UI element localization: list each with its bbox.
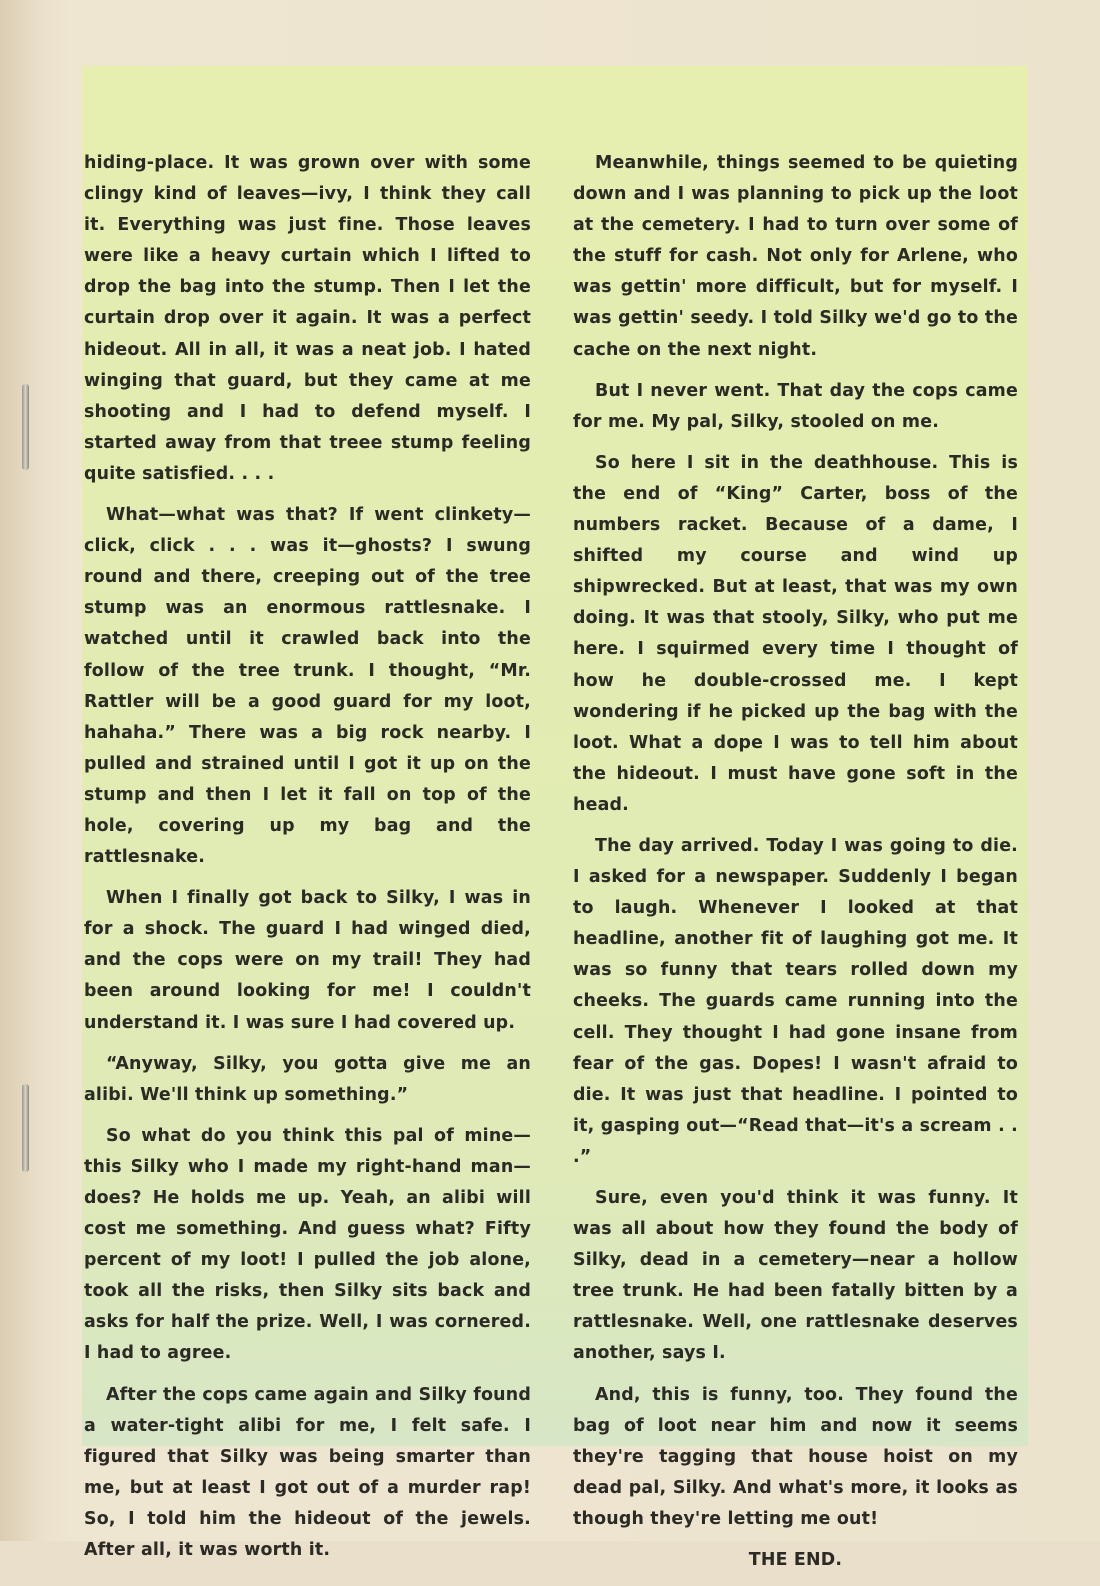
left-text-column	[84, 148, 531, 1576]
paragraph: hiding-place. It was grown over with some clingy kind of leaves—ivy, I think they call it. Everything was just fine. Those leaves were like a heavy curtain which I lifted to drop the bag into the stump. Then I let the curtain drop over it again. It was a perfect hideout. All in all, it was a neat job. I hated winging that guard, but they came at me shooting and I had to defend myself. I started away from that treee stump feeling quite satisfied. . . .	[84, 153, 531, 484]
paragraph: After the cops came again and Silky found a water-tight alibi for me, I felt safe. I figured that Silky was being smarter than me, but at least I got out of a murder rap! So, I told him the hideout of the jewels. After all, it was worth it.	[84, 1384, 531, 1561]
staple-bottom	[22, 1084, 29, 1172]
paragraph: So here I sit in the deathhouse. This is the end of “King” Carter, boss of the numbers racket. Because of a dame, I shifted my course and wind up shipwrecked. But at least, that was my own doing. It was that stooly, Silky, who put me here. I squirmed every time I thought of how he double-crossed me. I kept wondering if he picked up the bag with the loot. What a dope I was to tell him about the hideout. I must have gone soft in the head.	[573, 452, 1018, 815]
paragraph: Sure, even you'd think it was funny. It was all about how they found the body of Silky, dead in a cemetery—near a hollow tree trunk. He had been fatally bitten by a rattlesnake. Well, one rattlesnake deserves another, says I.	[573, 1188, 1018, 1364]
paragraph: What—what was that? If went clinkety—click, click . . . was it—ghosts? I swung round and there, creeping out of the tree stump was an enormous rattlesnake. I watched until it crawled back into the follow of the tree trunk. I thought, “Mr. Rattler will be a good guard for my loot, hahaha.” There was a big rock nearby. I pulled and strained until I got it up on the stump and then I let it fall on top of the hole, covering up my bag and the rattlesnake.	[84, 505, 531, 868]
paragraph: And, this is funny, too. They found the bag of loot near him and now it seems they're tagging that house hoist on my dead pal, Silky. And what's more, it looks as though they're letting me out!	[573, 1384, 1018, 1529]
the-end-label: THE END.	[748, 1550, 843, 1571]
paragraph: When I finally got back to Silky, I was in for a shock. The guard I had winged died, and the cops were on my trail! They had been around looking for me! I couldn't understand it. I was sure I had covered up.	[84, 888, 531, 1033]
paragraph: The day arrived. Today I was going to die. I asked for a newspaper. Suddenly I began to laugh. Whenever I looked at that headline, another fit of laughing got me. It was so funny that tears rolled down my cheeks. The guards came running into the cell. They thought I had gone insane from fear of the gas. Dopes! I wasn't afraid to die. It was just that headline. I pointed to it, gasping out—“Read that—it's a scream . . .”	[573, 835, 1018, 1167]
paragraph: So what do you think this pal of mine—this Silky who I made my right-hand man—does? He holds me up. Yeah, an alibi will cost me something. And guess what? Fifty percent of my loot! I pulled the job alone, took all the risks, then Silky sits back and asks for half the prize. Well, I was cornered. I had to agree.	[84, 1125, 531, 1364]
paragraph: Meanwhile, things seemed to be quieting down and I was planning to pick up the loot at the cemetery. I had to turn over some of the stuff for cash. Not only for Arlene, who was gettin' more difficult, but for myself. I was gettin' seedy. I told Silky we'd go to the cache on the next night.	[573, 153, 1018, 360]
paragraph: “Anyway, Silky, you gotta give me an alibi. We'll think up something.”	[84, 1053, 531, 1105]
right-text-column	[573, 148, 1018, 1586]
paragraph: But I never went. That day the cops came for me. My pal, Silky, stooled on me.	[573, 380, 1018, 432]
staple-top	[22, 384, 29, 470]
